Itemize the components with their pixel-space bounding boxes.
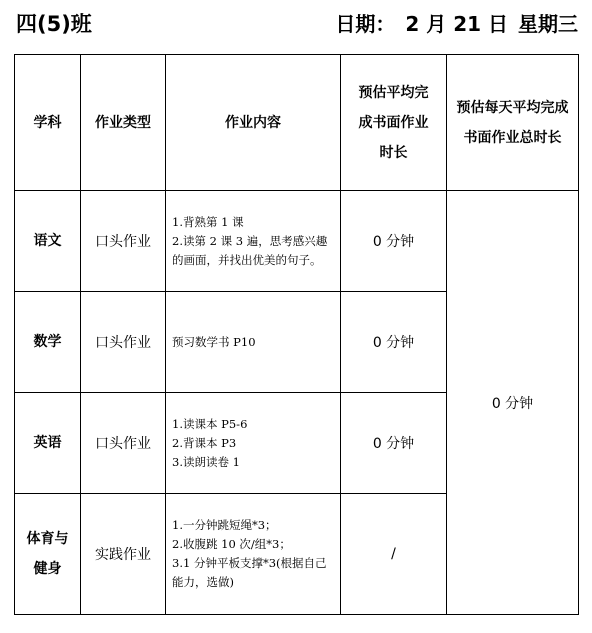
type-cell: 实践作业 bbox=[81, 494, 166, 615]
header-type: 作业类型 bbox=[81, 55, 166, 191]
header-est-time-line: 成书面作业 bbox=[358, 114, 429, 131]
date-label: 日期： bbox=[335, 12, 396, 36]
page-header bbox=[16, 8, 578, 40]
subject-line: 数学 bbox=[33, 334, 62, 350]
subject-line: 英语 bbox=[33, 435, 62, 451]
header-subject: 学科 bbox=[15, 55, 81, 191]
subject-cell bbox=[15, 393, 81, 494]
type-cell: 口头作业 bbox=[81, 393, 166, 494]
content-line: 3.读朗读卷 1 bbox=[172, 454, 240, 469]
class-name: 四(5)班 bbox=[16, 12, 92, 36]
content-line: 1.背熟第 1 课 bbox=[172, 214, 244, 229]
content-line: 1.一分钟跳短绳*3； bbox=[172, 518, 277, 532]
content-line: 2.背课本 P3 bbox=[172, 435, 237, 450]
subject-line: 语文 bbox=[33, 233, 62, 249]
table-header-row bbox=[15, 55, 579, 191]
header-est-total-line: 书面作业总时长 bbox=[463, 129, 562, 146]
content-cell bbox=[166, 494, 341, 615]
header-est-total bbox=[447, 55, 579, 191]
content-cell bbox=[166, 292, 341, 393]
subject-cell bbox=[15, 494, 81, 615]
header-est-time-line: 时长 bbox=[379, 144, 408, 161]
content-line: 1.读课本 P5-6 bbox=[172, 416, 248, 431]
content-cell bbox=[166, 393, 341, 494]
header-est-time-line: 预估平均完 bbox=[358, 84, 429, 101]
content-cell bbox=[166, 191, 341, 292]
subject-line: 体育与 bbox=[26, 531, 69, 547]
type-cell: 口头作业 bbox=[81, 292, 166, 393]
time-cell: 0 分钟 bbox=[341, 191, 447, 292]
weekday: 星期三 bbox=[518, 12, 578, 36]
date-value: 2 月 21 日 bbox=[405, 12, 508, 36]
content-line: 2.收腹跳 10 次/组*3； bbox=[172, 537, 291, 551]
table-row bbox=[15, 191, 579, 292]
header-est-total-line: 预估每天平均完成 bbox=[456, 99, 569, 116]
subject-cell bbox=[15, 292, 81, 393]
total-time-cell: 0 分钟 bbox=[447, 191, 579, 615]
subject-line: 健身 bbox=[33, 561, 62, 577]
homework-table bbox=[14, 54, 579, 615]
type-cell: 口头作业 bbox=[81, 191, 166, 292]
content-line: 2.读第 2 课 3 遍，思考感兴趣的画面，并找出优美的句子。 bbox=[172, 233, 328, 267]
content-line: 预习数学书 P10 bbox=[172, 334, 256, 349]
date-line bbox=[325, 8, 578, 37]
header-content: 作业内容 bbox=[166, 55, 341, 191]
content-line: 3.1 分钟平板支撑*3(根据自己能力，选做) bbox=[172, 556, 327, 589]
subject-cell bbox=[15, 191, 81, 292]
time-cell: / bbox=[341, 494, 447, 615]
time-cell: 0 分钟 bbox=[341, 393, 447, 494]
time-cell: 0 分钟 bbox=[341, 292, 447, 393]
header-est-time bbox=[341, 55, 447, 191]
